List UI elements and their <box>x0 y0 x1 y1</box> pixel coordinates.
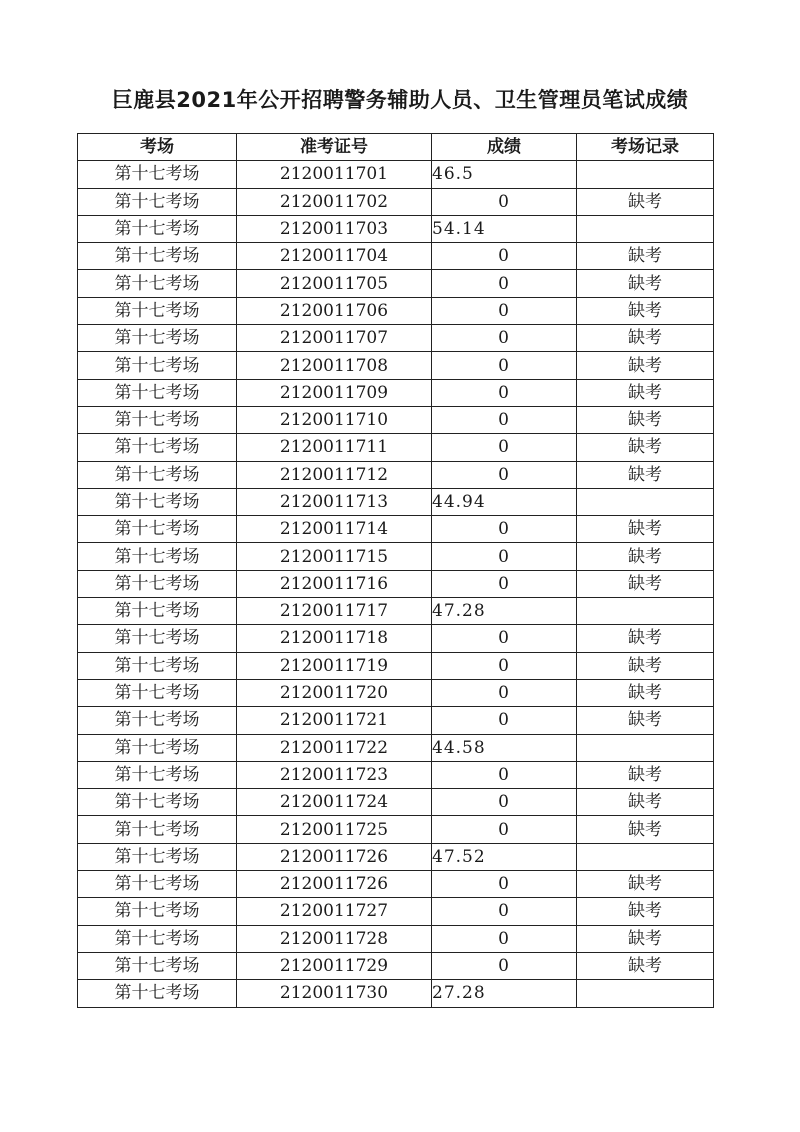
table-row <box>78 406 714 433</box>
cell-ticket-number: 2120011729 <box>237 952 432 979</box>
cell-ticket-number: 2120011730 <box>237 980 432 1007</box>
cell-ticket-number: 2120011703 <box>237 215 432 242</box>
table-row <box>78 679 714 706</box>
cell-ticket-number: 2120011702 <box>237 188 432 215</box>
cell-exam-room: 第十七考场 <box>78 325 237 352</box>
cell-exam-record: 缺考 <box>577 898 714 925</box>
cell-score: 0 <box>432 379 577 406</box>
cell-exam-record: 缺考 <box>577 379 714 406</box>
cell-exam-room: 第十七考场 <box>78 543 237 570</box>
header-exam-record: 考场记录 <box>577 134 714 161</box>
cell-ticket-number: 2120011715 <box>237 543 432 570</box>
cell-ticket-number: 2120011713 <box>237 488 432 515</box>
cell-exam-room: 第十七考场 <box>78 488 237 515</box>
cell-score: 0 <box>432 352 577 379</box>
cell-exam-room: 第十七考场 <box>78 707 237 734</box>
cell-exam-room: 第十七考场 <box>78 188 237 215</box>
cell-score: 0 <box>432 325 577 352</box>
table-row <box>78 625 714 652</box>
cell-exam-record <box>577 598 714 625</box>
cell-exam-room: 第十七考场 <box>78 952 237 979</box>
cell-score: 0 <box>432 761 577 788</box>
cell-exam-record <box>577 843 714 870</box>
cell-ticket-number: 2120011712 <box>237 461 432 488</box>
cell-score: 44.94 <box>432 488 577 515</box>
cell-ticket-number: 2120011725 <box>237 816 432 843</box>
cell-ticket-number: 2120011705 <box>237 270 432 297</box>
cell-exam-room: 第十七考场 <box>78 843 237 870</box>
cell-exam-record: 缺考 <box>577 406 714 433</box>
cell-exam-room: 第十七考场 <box>78 898 237 925</box>
header-score: 成绩 <box>432 134 577 161</box>
cell-exam-room: 第十七考场 <box>78 789 237 816</box>
cell-score: 47.52 <box>432 843 577 870</box>
cell-exam-record: 缺考 <box>577 952 714 979</box>
cell-ticket-number: 2120011723 <box>237 761 432 788</box>
cell-ticket-number: 2120011720 <box>237 679 432 706</box>
cell-exam-record <box>577 215 714 242</box>
cell-exam-record <box>577 980 714 1007</box>
cell-score: 0 <box>432 461 577 488</box>
table-row <box>78 843 714 870</box>
cell-exam-record: 缺考 <box>577 461 714 488</box>
table-row <box>78 188 714 215</box>
table-row <box>78 434 714 461</box>
cell-score: 0 <box>432 625 577 652</box>
cell-ticket-number: 2120011706 <box>237 297 432 324</box>
table-row <box>78 898 714 925</box>
cell-score: 44.58 <box>432 734 577 761</box>
cell-score: 0 <box>432 188 577 215</box>
table-row <box>78 297 714 324</box>
cell-exam-record: 缺考 <box>577 707 714 734</box>
cell-ticket-number: 2120011716 <box>237 570 432 597</box>
cell-ticket-number: 2120011708 <box>237 352 432 379</box>
header-ticket-number: 准考证号 <box>237 134 432 161</box>
cell-exam-room: 第十七考场 <box>78 734 237 761</box>
cell-exam-record: 缺考 <box>577 325 714 352</box>
cell-exam-room: 第十七考场 <box>78 352 237 379</box>
table-row <box>78 652 714 679</box>
table-row <box>78 734 714 761</box>
score-table-body <box>78 161 714 1007</box>
cell-exam-record: 缺考 <box>577 679 714 706</box>
cell-ticket-number: 2120011718 <box>237 625 432 652</box>
cell-ticket-number: 2120011728 <box>237 925 432 952</box>
cell-score: 0 <box>432 570 577 597</box>
cell-score: 0 <box>432 652 577 679</box>
cell-exam-room: 第十七考场 <box>78 161 237 188</box>
cell-ticket-number: 2120011726 <box>237 871 432 898</box>
cell-exam-room: 第十七考场 <box>78 461 237 488</box>
cell-score: 0 <box>432 871 577 898</box>
table-row <box>78 488 714 515</box>
table-row <box>78 816 714 843</box>
cell-exam-record <box>577 734 714 761</box>
page-title: 巨鹿县2021年公开招聘警务辅助人员、卫生管理员笔试成绩 <box>111 88 689 112</box>
table-row <box>78 952 714 979</box>
cell-ticket-number: 2120011719 <box>237 652 432 679</box>
cell-score: 0 <box>432 243 577 270</box>
cell-exam-room: 第十七考场 <box>78 652 237 679</box>
cell-exam-room: 第十七考场 <box>78 679 237 706</box>
score-table <box>77 133 714 1008</box>
cell-ticket-number: 2120011707 <box>237 325 432 352</box>
table-row <box>78 543 714 570</box>
cell-exam-record: 缺考 <box>577 516 714 543</box>
table-row <box>78 871 714 898</box>
cell-score: 0 <box>432 816 577 843</box>
cell-score: 0 <box>432 297 577 324</box>
cell-ticket-number: 2120011704 <box>237 243 432 270</box>
cell-exam-room: 第十七考场 <box>78 215 237 242</box>
cell-exam-room: 第十七考场 <box>78 625 237 652</box>
cell-exam-record <box>577 161 714 188</box>
cell-ticket-number: 2120011727 <box>237 898 432 925</box>
cell-score: 0 <box>432 516 577 543</box>
cell-score: 0 <box>432 789 577 816</box>
cell-score: 0 <box>432 925 577 952</box>
cell-exam-room: 第十七考场 <box>78 406 237 433</box>
cell-score: 0 <box>432 898 577 925</box>
cell-score: 0 <box>432 679 577 706</box>
cell-exam-record: 缺考 <box>577 761 714 788</box>
cell-exam-record: 缺考 <box>577 570 714 597</box>
cell-exam-room: 第十七考场 <box>78 816 237 843</box>
cell-score: 0 <box>432 434 577 461</box>
table-row <box>78 215 714 242</box>
table-row <box>78 379 714 406</box>
cell-ticket-number: 2120011717 <box>237 598 432 625</box>
cell-ticket-number: 2120011714 <box>237 516 432 543</box>
cell-exam-record: 缺考 <box>577 625 714 652</box>
cell-score: 0 <box>432 406 577 433</box>
table-row <box>78 598 714 625</box>
cell-ticket-number: 2120011711 <box>237 434 432 461</box>
cell-ticket-number: 2120011709 <box>237 379 432 406</box>
cell-exam-room: 第十七考场 <box>78 516 237 543</box>
cell-ticket-number: 2120011701 <box>237 161 432 188</box>
table-row <box>78 270 714 297</box>
table-header-row <box>78 134 714 161</box>
table-row <box>78 980 714 1007</box>
cell-exam-record: 缺考 <box>577 243 714 270</box>
table-row <box>78 789 714 816</box>
cell-exam-room: 第十七考场 <box>78 598 237 625</box>
table-row <box>78 243 714 270</box>
cell-exam-record: 缺考 <box>577 652 714 679</box>
cell-score: 0 <box>432 270 577 297</box>
cell-exam-record: 缺考 <box>577 543 714 570</box>
header-exam-room: 考场 <box>78 134 237 161</box>
table-row <box>78 707 714 734</box>
cell-exam-record <box>577 488 714 515</box>
cell-exam-room: 第十七考场 <box>78 925 237 952</box>
cell-exam-record: 缺考 <box>577 871 714 898</box>
cell-score: 0 <box>432 707 577 734</box>
cell-ticket-number: 2120011721 <box>237 707 432 734</box>
cell-exam-record: 缺考 <box>577 434 714 461</box>
cell-exam-room: 第十七考场 <box>78 270 237 297</box>
cell-ticket-number: 2120011724 <box>237 789 432 816</box>
table-row <box>78 925 714 952</box>
cell-exam-room: 第十七考场 <box>78 243 237 270</box>
cell-score: 27.28 <box>432 980 577 1007</box>
table-row <box>78 161 714 188</box>
cell-ticket-number: 2120011722 <box>237 734 432 761</box>
cell-score: 54.14 <box>432 215 577 242</box>
cell-exam-record: 缺考 <box>577 816 714 843</box>
table-row <box>78 761 714 788</box>
table-row <box>78 516 714 543</box>
cell-score: 46.5 <box>432 161 577 188</box>
table-row <box>78 352 714 379</box>
cell-score: 0 <box>432 952 577 979</box>
cell-exam-room: 第十七考场 <box>78 761 237 788</box>
cell-ticket-number: 2120011710 <box>237 406 432 433</box>
cell-score: 0 <box>432 543 577 570</box>
cell-exam-room: 第十七考场 <box>78 434 237 461</box>
cell-exam-record: 缺考 <box>577 270 714 297</box>
table-row <box>78 325 714 352</box>
cell-exam-record: 缺考 <box>577 297 714 324</box>
cell-exam-room: 第十七考场 <box>78 871 237 898</box>
cell-exam-record: 缺考 <box>577 925 714 952</box>
cell-exam-room: 第十七考场 <box>78 980 237 1007</box>
cell-ticket-number: 2120011726 <box>237 843 432 870</box>
table-row <box>78 461 714 488</box>
cell-exam-room: 第十七考场 <box>78 379 237 406</box>
cell-exam-record: 缺考 <box>577 789 714 816</box>
table-row <box>78 570 714 597</box>
cell-exam-room: 第十七考场 <box>78 570 237 597</box>
cell-score: 47.28 <box>432 598 577 625</box>
cell-exam-record: 缺考 <box>577 352 714 379</box>
cell-exam-record: 缺考 <box>577 188 714 215</box>
cell-exam-room: 第十七考场 <box>78 297 237 324</box>
